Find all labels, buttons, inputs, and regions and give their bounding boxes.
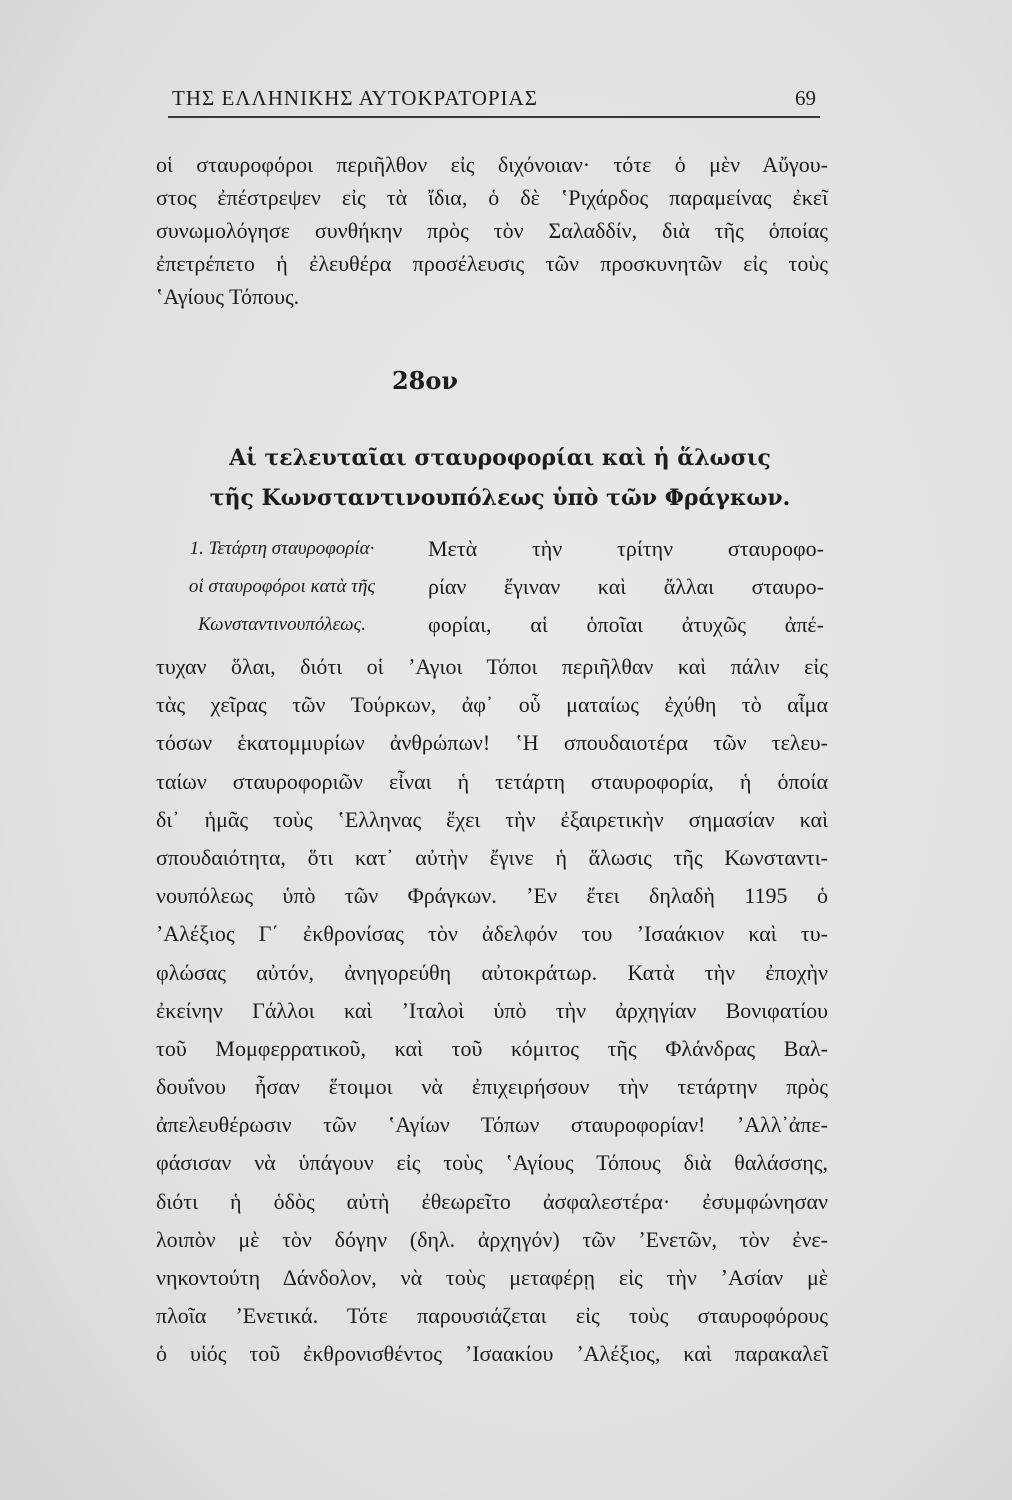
text-line: ἐκείνην Γάλλοι καὶ ʼΙταλοὶ ὑπὸ τὴν ἀρχηγίαν Βονιφατίου	[156, 997, 828, 1023]
chapter-number: 28ον	[391, 366, 459, 395]
text-line: στος ἐπέστρεψεν εἰς τὰ ἴδια, ὁ δὲ ʽΡιχάρδος παραμείνας ἐκεῖ	[156, 185, 828, 210]
running-header	[168, 86, 820, 118]
running-title: ΤΗΣ ΕΛΛΗΝΙΚΗΣ ΑΥΤΟΚΡΑΤΟΡΙΑΣ	[172, 86, 538, 110]
chapter-title	[200, 438, 800, 518]
margin-note	[152, 530, 412, 644]
margin-note-line: Κωνσταντινουπόλεως.	[198, 614, 366, 635]
page-number: 69	[795, 86, 816, 110]
main-paragraph	[156, 648, 828, 1374]
side-paragraph	[428, 530, 824, 644]
margin-note-line: οἱ σταυροφόροι κατὰ τῆς	[188, 576, 376, 597]
text-line: τοῦ Μομφερρατικοῦ, καὶ τοῦ κόμιτος τῆς Φλάνδρας Βαλ-	[156, 1035, 828, 1061]
chapter-title-line: τῆς Κωνσταντινουπόλεως ὑπὸ τῶν Φράγκων.	[209, 485, 791, 511]
text-line: νηκοντούτη Δάνδολον, νὰ τοὺς μεταφέρῃ εἰς τὴν ʼΑσίαν μὲ	[156, 1265, 828, 1290]
text-line: οἱ σταυροφόροι περιῆλθον εἰς διχόνοιαν· τότε ὁ μὲν Αὔγου-	[156, 152, 828, 177]
header-rule	[168, 116, 820, 118]
text-line: ὁ υἱός τοῦ ἐκθρονισθέντος ʼΙσαακίου ʼΑλέξιος, καὶ παρακαλεῖ	[156, 1341, 828, 1367]
text-line: τυχαν ὅλαι, διότι οἱ ʼΑγιοι Τόποι περιῆλθαν καὶ πάλιν εἰς	[156, 654, 828, 679]
text-line: ταίων σταυροφοριῶν εἶναι ἡ τετάρτη σταυροφορία, ἡ ὁποία	[156, 768, 828, 794]
text-line: φλώσας αὐτόν, ἀνηγορεύθη αὐτοκράτωρ. Κατὰ τὴν ἐποχὴν	[156, 959, 828, 985]
opening-paragraph	[156, 148, 828, 313]
text-line: ἀπελευθέρωσιν τῶν ʽΑγίων Τόπων σταυροφορίαν! ʼΑλλ᾽ἀπε-	[156, 1112, 828, 1138]
text-line: ʽΑγίους Τόπους.	[156, 284, 300, 309]
text-line: φάσισαν νὰ ὑπάγουν εἰς τοὺς ʽΑγίους Τόπους διὰ θαλάσσης,	[156, 1150, 828, 1176]
text-line: τὰς χεῖρας τῶν Τούρκων, ἀφ᾽ οὗ ματαίως ἐχύθη τὸ αἷμα	[156, 692, 828, 718]
text-line: τόσων ἑκατομμυρίων ἀνθρώπων! ʽΗ σπουδαιοτέρα τῶν τελευ-	[156, 730, 828, 756]
text-line: ρίαν ἔγιναν καὶ ἄλλαι σταυρο-	[428, 574, 824, 599]
text-line: δι᾽ ἡμᾶς τοὺς ʽΕλληνας ἔχει τὴν ἐξαιρετικὴν σημασίαν καὶ	[156, 806, 828, 832]
text-line: νουπόλεως ὑπὸ τῶν Φράγκων. ʼΕν ἔτει δηλαδὴ 1195 ὁ	[156, 883, 828, 909]
text-line: λοιπὸν μὲ τὸν δόγην (δηλ. ἀρχηγόν) τῶν ʼΕνετῶν, τὸν ἐνε-	[156, 1226, 828, 1252]
margin-note-line: 1. Τετάρτη σταυροφορία·	[189, 538, 375, 559]
chapter-title-line: Αἱ τελευταῖαι σταυροφορίαι καὶ ἡ ἅλωσις	[229, 445, 771, 471]
text-line: ʼΑλέξιος Γ΄ ἐκθρονίσας τὸν ἀδελφόν του ʼΙσαάκιον καὶ τυ-	[156, 921, 828, 947]
text-line: πλοῖα ʼΕνετικά. Τότε παρουσιάζεται εἰς τοὺς σταυροφόρους	[156, 1303, 828, 1329]
text-line: συνωμολόγησε συνθήκην πρὸς τὸν Σαλαδδίν, διὰ τῆς ὁποίας	[156, 218, 828, 243]
text-line: σπουδαιότητα, ὅτι κατ᾽ αὐτὴν ἔγινε ἡ ἅλωσις τῆς Κωνσταντι-	[156, 844, 828, 870]
text-line: διότι ἡ ὁδὸς αὐτὴ ἐθεωρεῖτο ἀσφαλεστέρα· ἐσυμφώνησαν	[156, 1188, 828, 1214]
text-line: Μετὰ τὴν τρίτην σταυροφο-	[428, 536, 824, 561]
text-line: δουΐνου ἦσαν ἕτοιμοι νὰ ἐπιχειρήσουν τὴν τετάρτην πρὸς	[156, 1074, 828, 1100]
text-line: φορίαι, αἱ ὁποῖαι ἀτυχῶς ἀπέ-	[428, 612, 824, 637]
text-line: ἐπετρέπετο ἡ ἐλευθέρα προσέλευσις τῶν προσκυνητῶν εἰς τοὺς	[156, 251, 828, 276]
